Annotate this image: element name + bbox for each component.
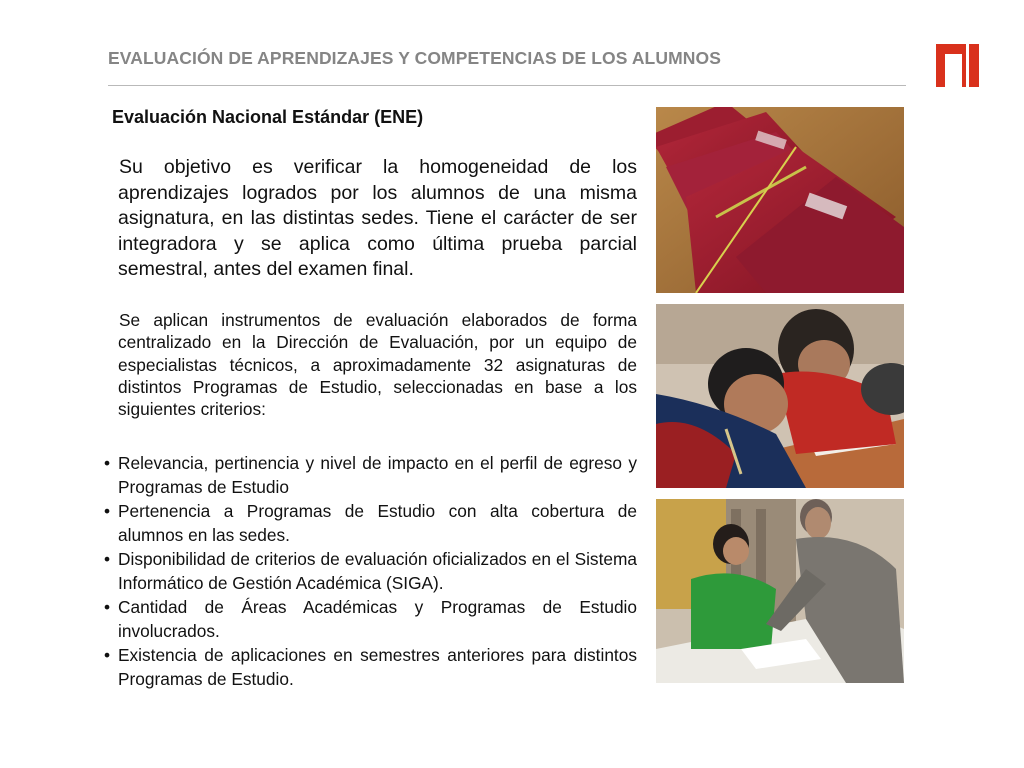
header-title: EVALUACIÓN DE APRENDIZAJES Y COMPETENCIAS DE LOS ALUMNOS [108,48,721,68]
paragraph-instruments-text: Se aplican instrumentos de evaluación elaborados de forma centralizado en la Dirección de Evaluación, por un equipo de especialistas técnicos, a aproximadamente 32 asignaturas de distintos Programas de Estudio, seleccionadas en base a los siguientes criterios: [118,310,637,420]
header-divider [108,85,906,86]
bullet-icon: • [104,453,111,473]
criteria-text: Relevancia, pertinencia y nivel de impacto en el perfil de egreso y Programas de Estudio [118,453,637,497]
list-item [104,451,637,499]
photo-exam-booklets [656,107,904,293]
criteria-list [104,451,637,691]
list-item [104,643,637,691]
criteria-text: Cantidad de Áreas Académicas y Programas de Estudio involucrados. [118,597,637,641]
paragraph-objective [118,155,637,283]
paragraph-instruments [118,309,637,420]
photo-students-writing [656,304,904,488]
bullet-icon: • [104,501,111,521]
section-subtitle: Evaluación Nacional Estándar (ENE) [112,107,424,127]
list-item [104,595,637,643]
criteria-text: Pertenencia a Programas de Estudio con alta cobertura de alumnos en las sedes. [118,501,637,545]
criteria-text: Existencia de aplicaciones en semestres anteriores para distintos Programas de Estudio. [118,645,637,689]
photo-teacher-assisting [656,499,904,683]
institution-logo [936,44,979,87]
paragraph-objective-text: Su objetivo es verificar la homogeneidad de los aprendizajes logrados por los alumnos de una misma asignatura, en las distintas sedes. Tiene el carácter de ser integradora y se aplica como última prueba parcial semestral, antes del examen final. [118,156,637,280]
bullet-icon: • [104,597,111,617]
criteria-text: Disponibilidad de criterios de evaluación oficializados en el Sistema Informático de Gestión Académica (SIGA). [118,549,637,593]
list-item [104,547,637,595]
bullet-icon: • [104,549,111,569]
list-item [104,499,637,547]
bullet-icon: • [104,645,111,665]
